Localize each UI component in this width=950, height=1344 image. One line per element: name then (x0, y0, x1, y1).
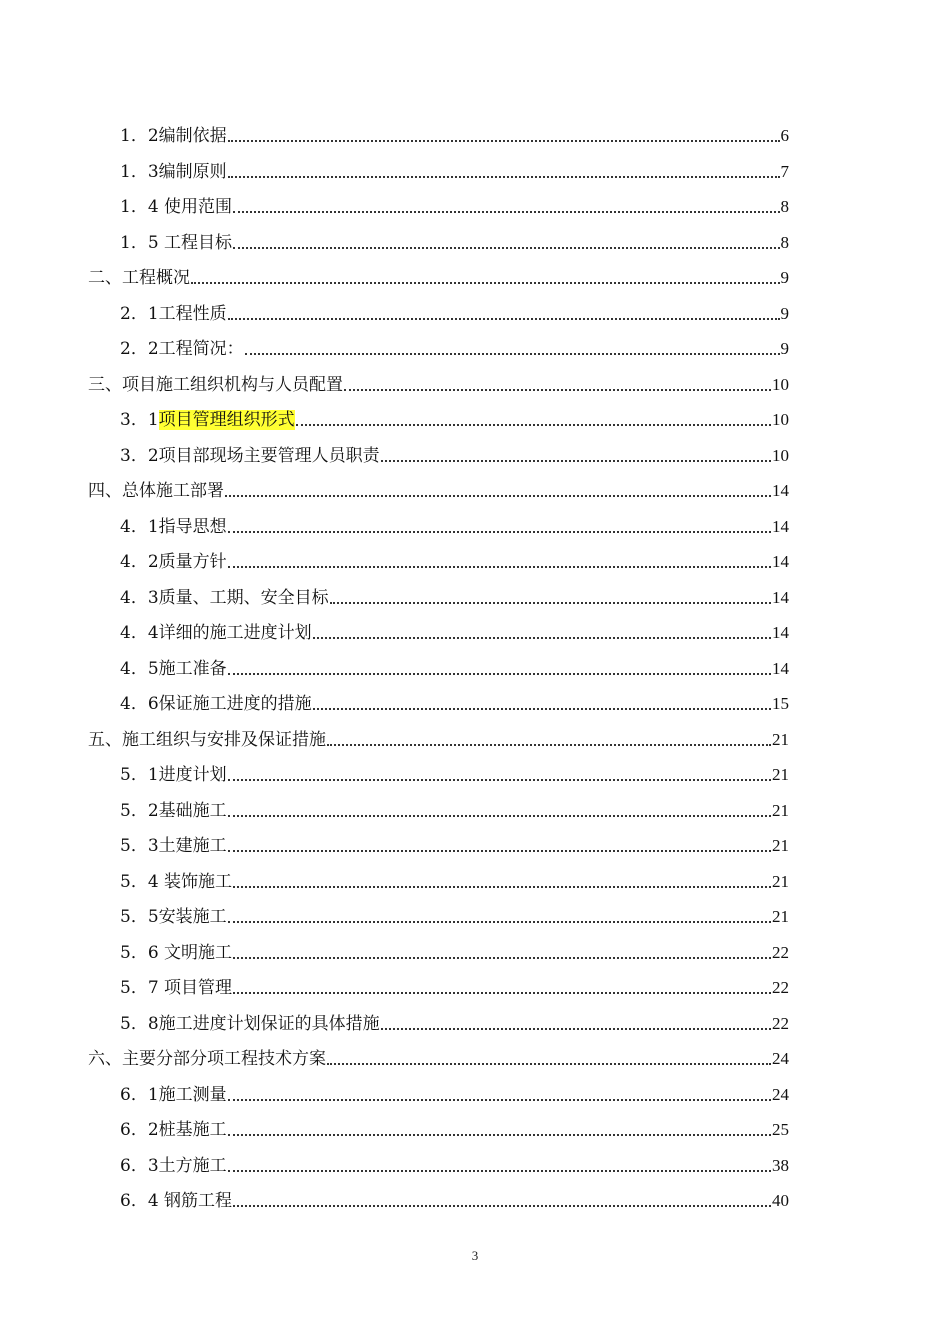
toc-entry-page: 22 (772, 942, 789, 962)
toc-entry[interactable] (88, 1043, 789, 1069)
toc-entry-number: 1．3 (120, 161, 159, 182)
toc-entry[interactable] (120, 1114, 789, 1140)
toc-entry[interactable] (88, 724, 789, 750)
toc-dot-leader (233, 957, 771, 959)
toc-dot-leader (228, 921, 771, 923)
toc-entry-title: 施工准备 (158, 658, 227, 679)
toc-entry-page: 14 (772, 516, 789, 536)
toc-entry-number: 4．4 (120, 623, 159, 643)
toc-entry-page: 6 (780, 126, 789, 145)
toc-entry-number: 5．5 (120, 907, 159, 927)
toc-dot-leader (228, 815, 771, 817)
toc-entry[interactable] (120, 830, 789, 856)
toc-entry-number: 五、 (88, 729, 122, 750)
toc-entry[interactable] (88, 262, 789, 288)
toc-dot-leader (381, 1028, 771, 1030)
toc-entry-title: 装饰施工 (158, 871, 233, 892)
toc-dot-leader (296, 424, 771, 426)
toc-entry[interactable] (120, 1150, 789, 1176)
toc-entry-title: 保证施工进度的措施 (158, 694, 312, 714)
toc-entry-number: 5．4 (120, 871, 159, 892)
toc-dot-leader (228, 673, 771, 675)
toc-entry[interactable] (120, 333, 789, 359)
toc-entry-number: 4．6 (120, 694, 159, 714)
toc-dot-leader (327, 1063, 771, 1065)
toc-entry-number: 6．4 (120, 1191, 159, 1211)
toc-entry-page: 22 (772, 1013, 789, 1033)
toc-entry-page: 14 (772, 658, 789, 678)
toc-entry-title: 土方施工 (158, 1155, 227, 1176)
toc-dot-leader (313, 708, 771, 710)
toc-entry-page: 21 (772, 729, 789, 749)
toc-dot-leader (381, 460, 771, 462)
toc-dot-leader (233, 992, 771, 994)
toc-entry-title: 工程性质 (158, 303, 227, 324)
toc-entry-number: 2．2 (120, 339, 159, 359)
toc-entry[interactable] (120, 688, 789, 714)
toc-entry[interactable] (120, 937, 789, 963)
toc-entry[interactable] (120, 1008, 789, 1034)
toc-entry-page: 21 (772, 907, 789, 926)
toc-entry-page: 22 (772, 978, 789, 997)
toc-entry-number: 3．1 (120, 410, 159, 430)
toc-entry[interactable] (120, 795, 789, 821)
toc-entry-number: 5．6 (120, 942, 159, 963)
toc-entry-title: 文明施工 (158, 942, 233, 963)
toc-dot-leader (228, 140, 780, 142)
toc-entry-page: 21 (772, 871, 789, 891)
toc-entry-number: 6．1 (120, 1084, 159, 1105)
toc-entry-page: 25 (772, 1120, 789, 1139)
toc-entry-page: 10 (772, 410, 789, 429)
toc-entry-page: 8 (780, 197, 789, 216)
toc-entry-page: 24 (772, 1084, 789, 1104)
toc-entry-title: 项目部现场主要管理人员职责 (158, 445, 380, 466)
toc-entry-number: 5．3 (120, 836, 159, 856)
toc-dot-leader (233, 886, 771, 888)
toc-dot-leader (228, 779, 771, 781)
toc-entry-title: 进度计划 (158, 765, 227, 785)
toc-entry-page: 9 (780, 339, 789, 358)
toc-entry-page: 38 (772, 1155, 789, 1175)
toc-entry-page: 15 (772, 694, 789, 713)
toc-entry-title: 施工进度计划保证的具体措施 (158, 1013, 380, 1034)
toc-entry-title: 工程目标 (158, 232, 233, 253)
toc-dot-leader (228, 1099, 771, 1101)
toc-entry-page: 14 (772, 623, 789, 642)
toc-entry-number: 4．2 (120, 552, 159, 572)
toc-dot-leader (228, 1170, 771, 1172)
toc-dot-leader (225, 495, 771, 497)
toc-entry[interactable] (120, 546, 789, 572)
toc-entry-title: 施工测量 (158, 1084, 227, 1105)
toc-entry[interactable] (120, 617, 789, 643)
toc-entry-number: 三、 (88, 374, 122, 395)
toc-dot-leader (327, 744, 771, 746)
toc-entry-number: 1．5 (120, 232, 159, 253)
toc-entry[interactable] (120, 227, 789, 253)
toc-dot-leader (233, 1205, 771, 1207)
toc-entry-number: 5．7 (120, 978, 159, 998)
toc-entry[interactable] (120, 972, 789, 998)
toc-entry-number: 3．2 (120, 445, 159, 466)
toc-entry-title: 项目管理 (158, 978, 233, 998)
toc-entry-title: 使用范围 (158, 197, 233, 217)
toc-dot-leader (228, 176, 780, 178)
toc-entry[interactable] (120, 759, 789, 785)
toc-entry-title: 总体施工部署 (122, 481, 224, 501)
toc-entry-page: 24 (772, 1049, 789, 1068)
toc-dot-leader (228, 318, 780, 320)
toc-entry-title: 项目管理组织形式 (158, 410, 295, 430)
toc-entry-number: 二、 (88, 268, 122, 288)
toc-entry-title: 基础施工 (158, 800, 227, 821)
toc-dot-leader (233, 211, 779, 213)
toc-entry[interactable] (120, 653, 789, 679)
toc-entry[interactable] (88, 475, 789, 501)
toc-entry-title: 质量方针 (158, 552, 227, 572)
toc-entry[interactable] (120, 866, 789, 892)
toc-entry-number: 六、 (88, 1049, 122, 1069)
toc-entry-title: 桩基施工 (158, 1120, 227, 1140)
toc-entry-number: 4．1 (120, 516, 159, 537)
toc-entry-title: 质量、工期、安全目标 (158, 587, 329, 608)
toc-entry-number: 5．8 (120, 1013, 159, 1034)
toc-entry-page: 8 (780, 232, 789, 252)
toc-entry-number: 5．1 (120, 765, 159, 785)
toc-entry[interactable] (88, 369, 789, 395)
toc-entry-title: 指导思想 (158, 516, 227, 537)
toc-entry-title: 施工组织与安排及保证措施 (122, 729, 326, 750)
toc-entry-number: 4．3 (120, 587, 159, 608)
toc-entry-title: 项目施工组织机构与人员配置 (122, 374, 343, 395)
toc-entry-page: 14 (772, 552, 789, 571)
toc-entry[interactable] (120, 582, 789, 608)
toc-dot-leader (228, 566, 771, 568)
toc-entry[interactable] (120, 298, 789, 324)
toc-entry-number: 四、 (88, 481, 122, 501)
toc-entry[interactable] (120, 1079, 789, 1105)
toc-entry-number: 1．2 (120, 126, 159, 146)
toc-dot-leader (245, 353, 780, 355)
toc-dot-leader (228, 850, 771, 852)
toc-dot-leader (344, 389, 771, 391)
toc-entry-title: 钢筋工程 (158, 1191, 233, 1211)
toc-entry[interactable] (120, 156, 789, 182)
toc-entry-number: 2．1 (120, 303, 159, 324)
toc-entry-number: 6．3 (120, 1155, 159, 1176)
toc-entry-page: 40 (772, 1191, 789, 1210)
toc-entry[interactable] (120, 901, 789, 927)
toc-entry-title: 编制原则 (158, 161, 227, 182)
toc-dot-leader (228, 1134, 771, 1136)
toc-entry-number: 1．4 (120, 197, 159, 217)
toc-entry-page: 21 (772, 800, 789, 820)
toc-entry-title: 安装施工 (158, 907, 227, 927)
toc-entry-page: 21 (772, 836, 789, 855)
toc-entry[interactable] (120, 404, 789, 430)
toc-entry-title: 编制依据 (158, 126, 227, 146)
page-number: 3 (471, 1248, 479, 1263)
toc-entry-page: 14 (772, 481, 789, 500)
toc-entry-title: 工程概况 (122, 268, 190, 288)
toc-entry[interactable] (120, 440, 789, 466)
toc-entry-page: 21 (772, 765, 789, 784)
toc-entry-page: 9 (780, 303, 789, 323)
toc-entry-page: 14 (772, 587, 789, 607)
toc-entry[interactable] (120, 1185, 789, 1211)
toc-entry-number: 5．2 (120, 800, 159, 821)
toc-entry-page: 9 (780, 268, 789, 287)
toc-entry-number: 4．5 (120, 658, 159, 679)
toc-entry-title: 土建施工 (158, 836, 227, 856)
toc-dot-leader (191, 282, 780, 284)
toc-entry-page: 7 (780, 161, 789, 181)
toc-entry-page: 10 (772, 445, 789, 465)
toc-dot-leader (228, 531, 771, 533)
toc-dot-leader (233, 247, 779, 249)
toc-entry-title: 主要分部分项工程技术方案 (122, 1049, 326, 1069)
toc-entry[interactable] (120, 120, 789, 146)
toc-entry-page: 10 (772, 374, 789, 394)
toc-dot-leader (313, 637, 771, 639)
toc-entry-number: 6．2 (120, 1120, 159, 1140)
toc-entry-title: 详细的施工进度计划 (158, 623, 312, 643)
toc-entry[interactable] (120, 191, 789, 217)
toc-entry-title: 工程简况： (158, 339, 244, 359)
toc-entry[interactable] (120, 511, 789, 537)
toc-dot-leader (330, 602, 771, 604)
